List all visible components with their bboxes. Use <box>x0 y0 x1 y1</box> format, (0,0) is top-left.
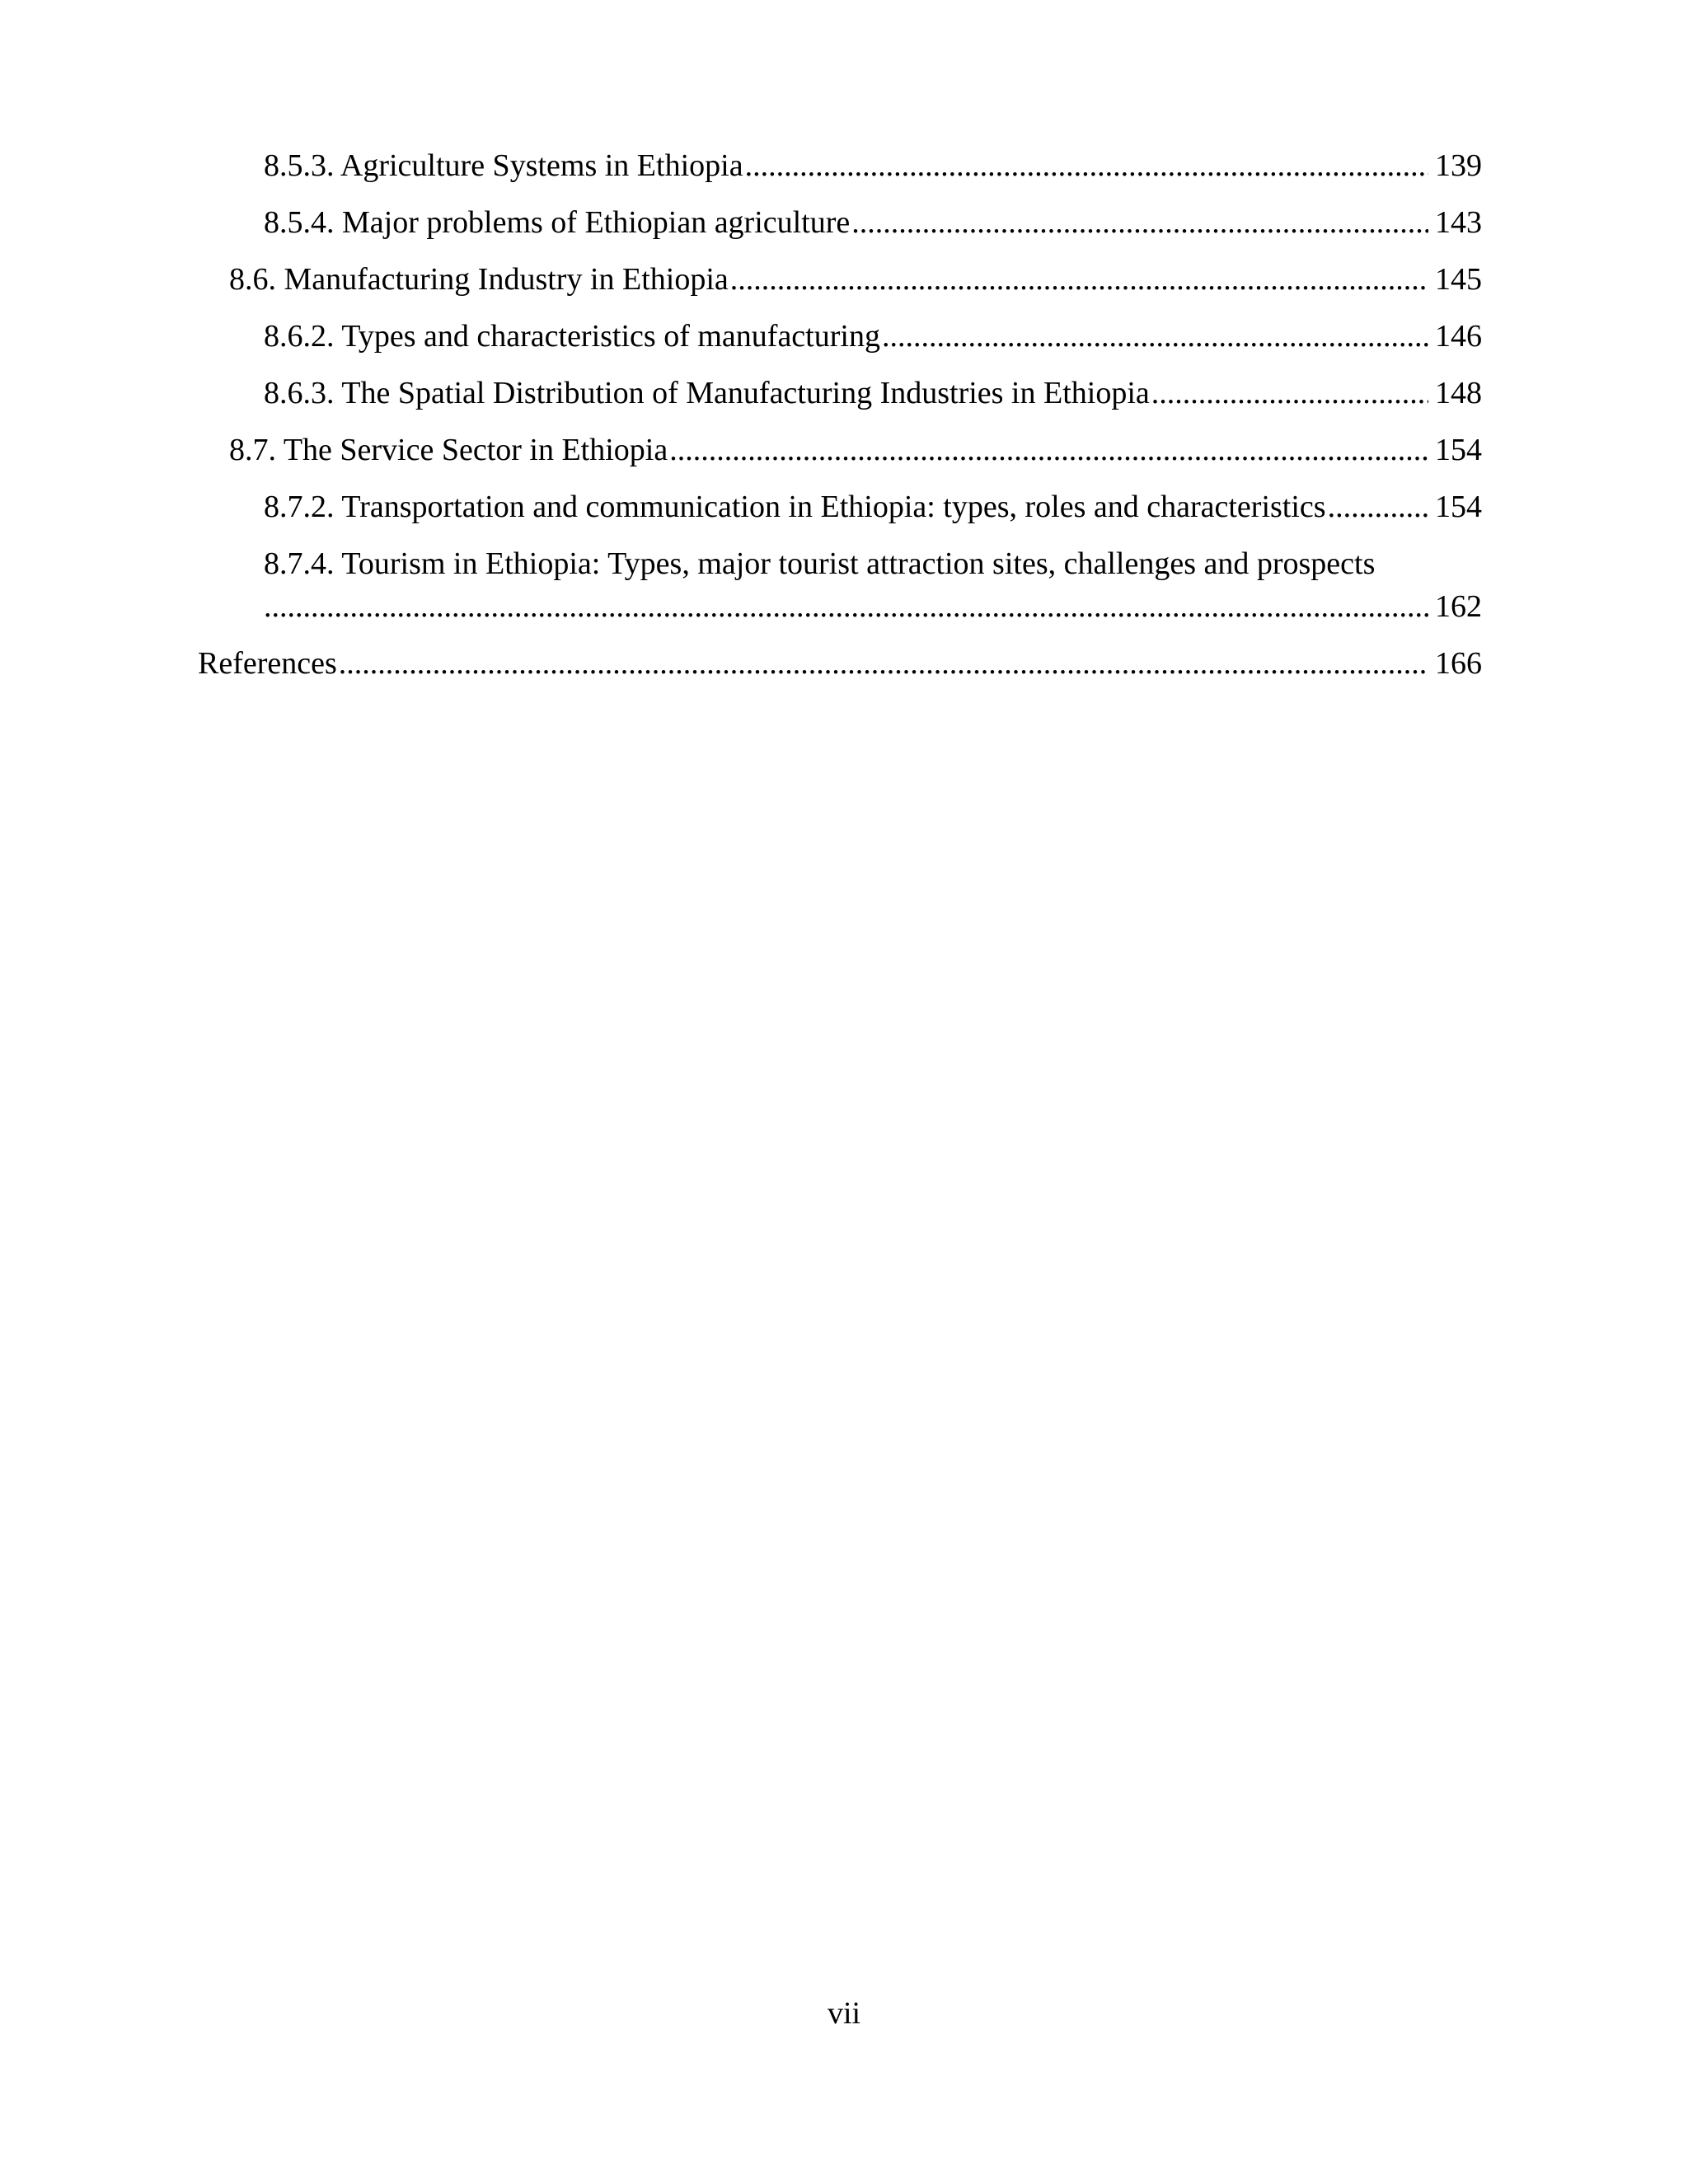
toc-entry-page: 154 <box>1435 490 1482 524</box>
toc-dot-leader <box>730 260 1428 298</box>
toc-entry-page: 139 <box>1435 148 1482 183</box>
toc-entry-page: 154 <box>1435 433 1482 467</box>
toc-entry-8-7 <box>229 431 1482 469</box>
toc-entry-page: 143 <box>1435 205 1482 240</box>
toc-entry-title: 8.6.2. Types and characteristics of manufacturing <box>264 319 880 354</box>
toc-entry-page: 162 <box>1435 589 1482 624</box>
toc-dot-leader <box>745 147 1428 185</box>
toc-entry-title: References <box>198 646 337 681</box>
toc-entry-title: 8.6. Manufacturing Industry in Ethiopia <box>229 262 729 297</box>
toc-entry-8-7-4-title: 8.7.4. Tourism in Ethiopia: Types, major tourist attraction sites, challenges and prospects <box>264 546 1376 581</box>
toc-entry-8-7-2 <box>264 488 1482 526</box>
toc-entry-references <box>198 644 1482 682</box>
toc-dot-leader <box>669 431 1428 469</box>
toc-entry-8-7-4 <box>264 588 1482 626</box>
toc-entry-8-6-2 <box>264 317 1482 355</box>
toc-entry-8-5-4 <box>264 204 1482 241</box>
toc-entry-8-5-3 <box>264 147 1482 185</box>
toc-dot-leader <box>1328 488 1428 526</box>
toc-entry-8-6-3 <box>264 374 1482 412</box>
toc-dot-leader <box>851 204 1428 241</box>
toc-entry-8-6 <box>229 260 1482 298</box>
toc-dot-leader <box>1151 374 1428 412</box>
toc-entry-title: 8.5.3. Agriculture Systems in Ethiopia <box>264 148 743 183</box>
toc-entry-page: 145 <box>1435 262 1482 297</box>
toc-entry-page: 148 <box>1435 376 1482 410</box>
toc-dot-leader <box>264 588 1428 626</box>
toc-entry-title: 8.7. The Service Sector in Ethiopia <box>229 433 668 467</box>
toc-entry-title: 8.6.3. The Spatial Distribution of Manufacturing Industries in Ethiopia <box>264 376 1150 410</box>
toc-entry-title: 8.5.4. Major problems of Ethiopian agriculture <box>264 205 851 240</box>
toc-entry-page: 146 <box>1435 319 1482 354</box>
toc-entry-title: 8.7.2. Transportation and communication in Ethiopia: types, roles and characteristics <box>264 490 1326 524</box>
toc-entry-page: 166 <box>1435 646 1482 681</box>
page-number: vii <box>827 1996 861 2031</box>
toc-dot-leader <box>882 317 1428 355</box>
toc-dot-leader <box>339 644 1428 682</box>
